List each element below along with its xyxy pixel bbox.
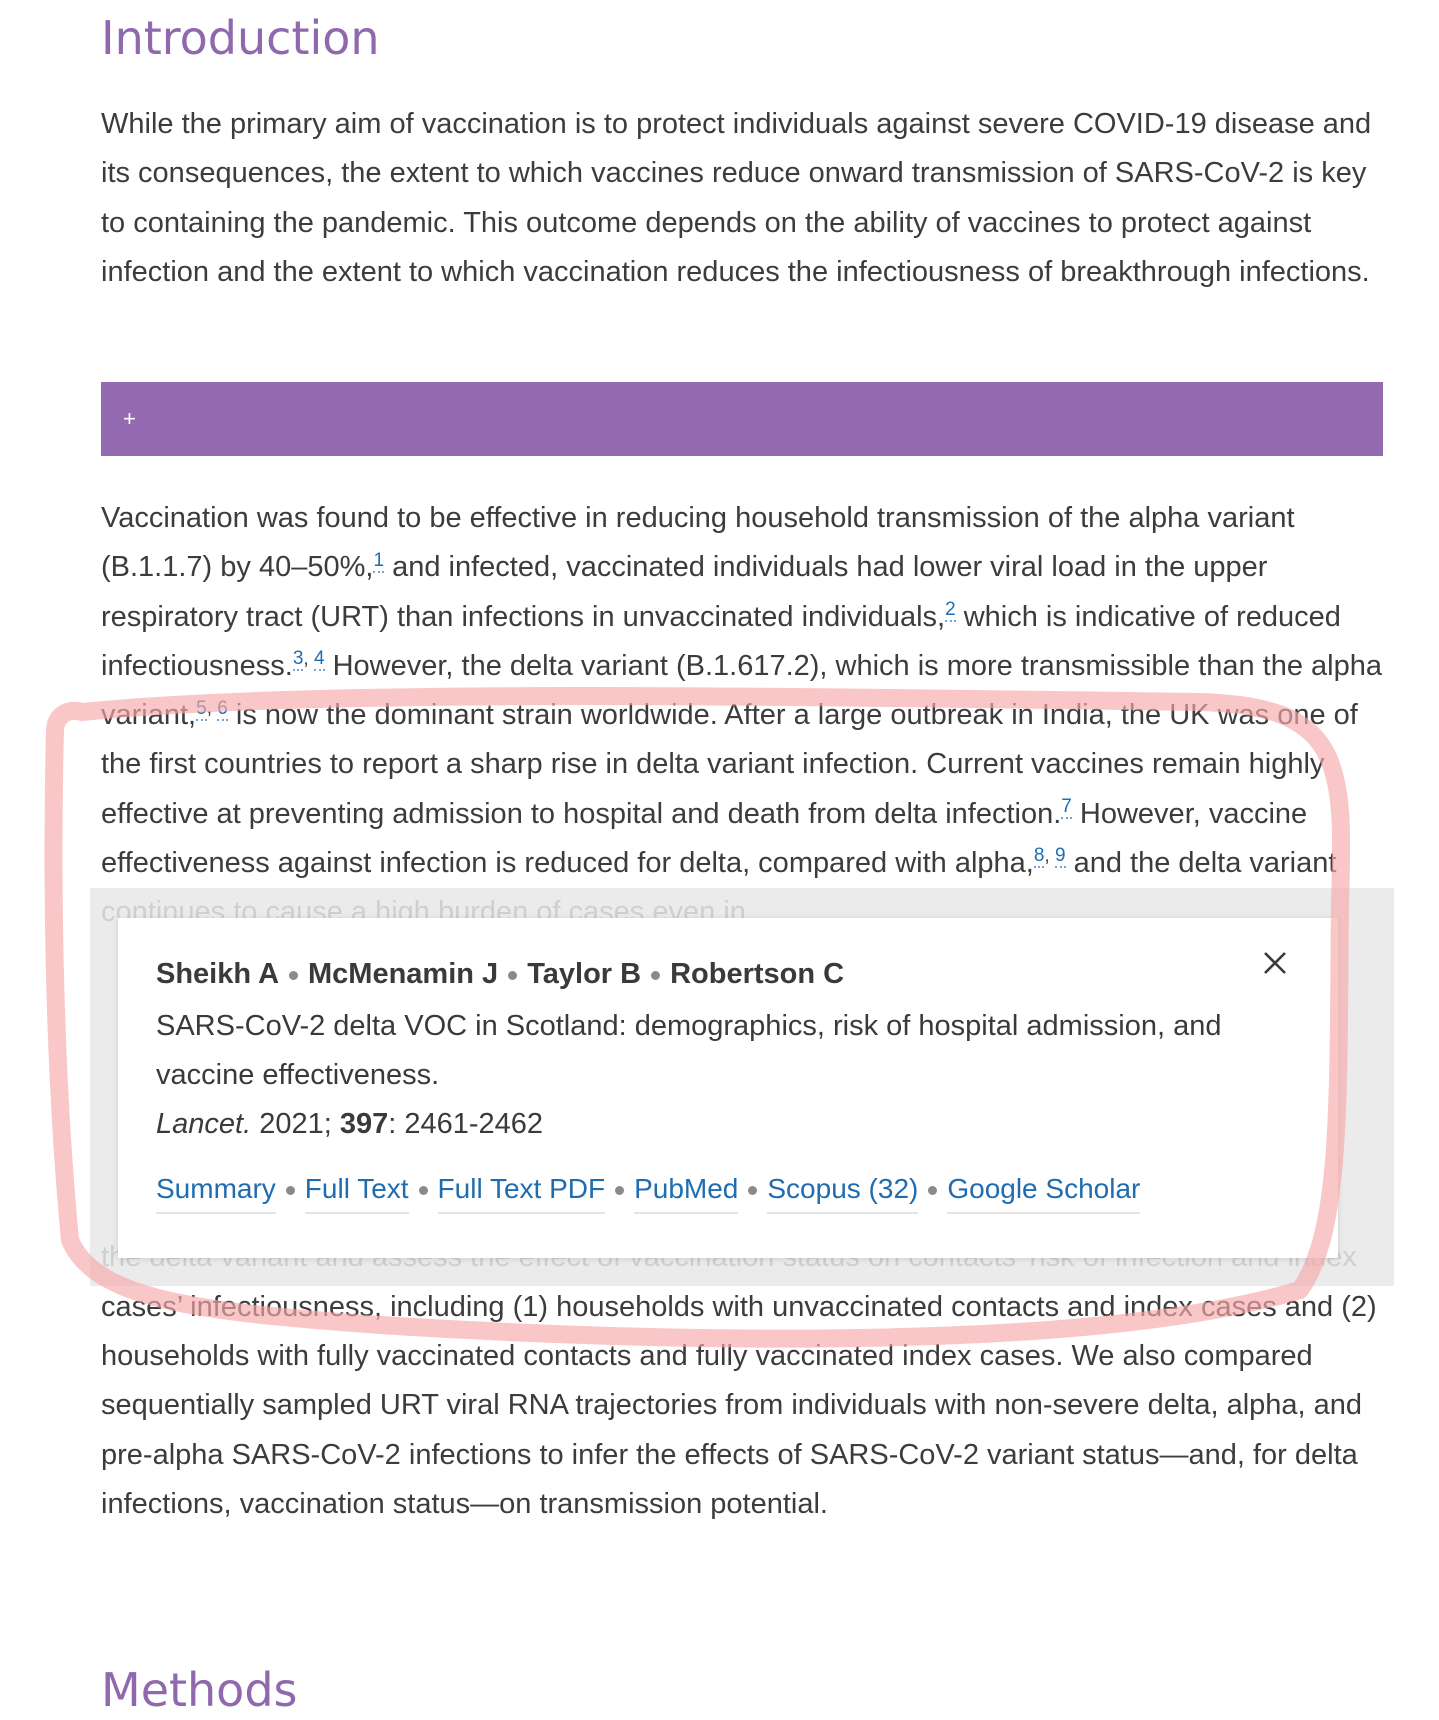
- author-name: Sheikh A: [156, 958, 280, 990]
- expand-figure-button[interactable]: [101, 382, 1383, 456]
- reference-authors: [156, 954, 1298, 994]
- ref-link-8[interactable]: 8: [1033, 845, 1045, 867]
- scopus-link[interactable]: Scopus (32): [767, 1169, 918, 1214]
- body-text: Vaccination was found to be effective in reducing household transmission of the alpha variant (B.1.1.7) by 40–50%,: [101, 502, 1295, 584]
- summary-link[interactable]: Summary: [156, 1169, 276, 1214]
- intro-paragraph: While the primary aim of vaccination is to protect individuals against severe COVID-19 disease and its consequences, the extent to which vaccines reduce onward transmission of SARS-CoV-2 is key to containing the pandemic. This outcome depends on the ability of vaccines to protect against infection and the extent to which vaccination reduces the infectiousness of breakthrough infections.: [101, 108, 1372, 288]
- author-name: Robertson C: [670, 958, 845, 990]
- ref-separator: ,: [206, 697, 218, 719]
- ref-link-1[interactable]: 1: [373, 549, 385, 571]
- author-name: McMenamin J: [308, 958, 499, 990]
- ref-link-3[interactable]: 3: [292, 648, 304, 670]
- body-text: is now the dominant strain worldwide. After a large outbreak in India, the UK was one of the first countries to report a sharp rise in delta variant infection. Current vaccines remain highly effective at preventing admission to hospital and death from delta infection.: [101, 699, 1358, 830]
- dot-separator-icon: [289, 971, 298, 980]
- google-scholar-link[interactable]: Google Scholar: [947, 1169, 1140, 1214]
- journal-name: Lancet.: [156, 1108, 252, 1140]
- ref-link-4[interactable]: 4: [313, 648, 325, 670]
- body-text: which is indicative of reduced infectiousness.: [101, 600, 1341, 682]
- body-text: and infected, vaccinated individuals had lower viral load in the upper respiratory tract (URT) than infections in unvaccinated individuals,: [101, 551, 1268, 633]
- plus-icon: +: [123, 406, 136, 431]
- reference-popover: [118, 918, 1338, 1258]
- pubmed-link[interactable]: PubMed: [634, 1169, 738, 1214]
- reference-citation: [156, 1100, 1298, 1149]
- section-heading-methods: Methods: [101, 1663, 298, 1717]
- dot-separator-icon: [651, 971, 660, 980]
- dot-separator-icon: [748, 1186, 757, 1195]
- author-name: Taylor B: [527, 958, 642, 990]
- body-text: However, vaccine effectiveness against infection is reduced for delta, compared with alpha,: [101, 797, 1308, 880]
- full-text-link[interactable]: Full Text: [305, 1169, 409, 1214]
- ref-link-2[interactable]: 2: [945, 598, 956, 620]
- dot-separator-icon: [928, 1186, 937, 1195]
- dot-separator-icon: [286, 1186, 295, 1195]
- body-text: and the delta variant: [1073, 847, 1337, 880]
- ref-separator: ,: [1044, 845, 1055, 867]
- dot-separator-icon: [615, 1186, 624, 1195]
- dot-separator-icon: [508, 971, 517, 980]
- ref-link-5[interactable]: 5: [196, 697, 207, 719]
- full-text-pdf-link[interactable]: Full Text PDF: [438, 1169, 606, 1214]
- body-text: However, the delta variant (B.1.617.2), which is more transmissible than the alpha variant,: [101, 649, 1382, 732]
- ref-link-6[interactable]: 6: [217, 697, 228, 719]
- dot-separator-icon: [419, 1186, 428, 1195]
- reference-title: SARS-CoV-2 delta VOC in Scotland: demographics, risk of hospital admission, and vaccine effectiveness.: [156, 1010, 1222, 1091]
- section-heading-introduction: Introduction: [101, 11, 380, 65]
- ref-link-9[interactable]: 9: [1054, 845, 1066, 867]
- journal-year: 2021;: [251, 1108, 340, 1140]
- journal-volume: 397: [339, 1108, 389, 1140]
- ref-separator: ,: [303, 648, 314, 670]
- ref-link-7[interactable]: 7: [1061, 796, 1072, 818]
- body-text: cases’ infectiousness, including (1) households with unvaccinated contacts and index cases and (2) households with fully vaccinated contacts and fully vaccinated index cases. We also compared sequentially sampled URT viral RNA trajectories from individuals with non-severe delta, alpha, and pre-alpha SARS-CoV-2 infections to infer the effects of SARS-CoV-2 variant status—and, for delta infections, vaccination status—on transmission potential.: [101, 1290, 1377, 1520]
- reference-links: [156, 1169, 1298, 1214]
- journal-pages: : 2461-2462: [388, 1108, 544, 1140]
- close-icon[interactable]: [1256, 944, 1294, 982]
